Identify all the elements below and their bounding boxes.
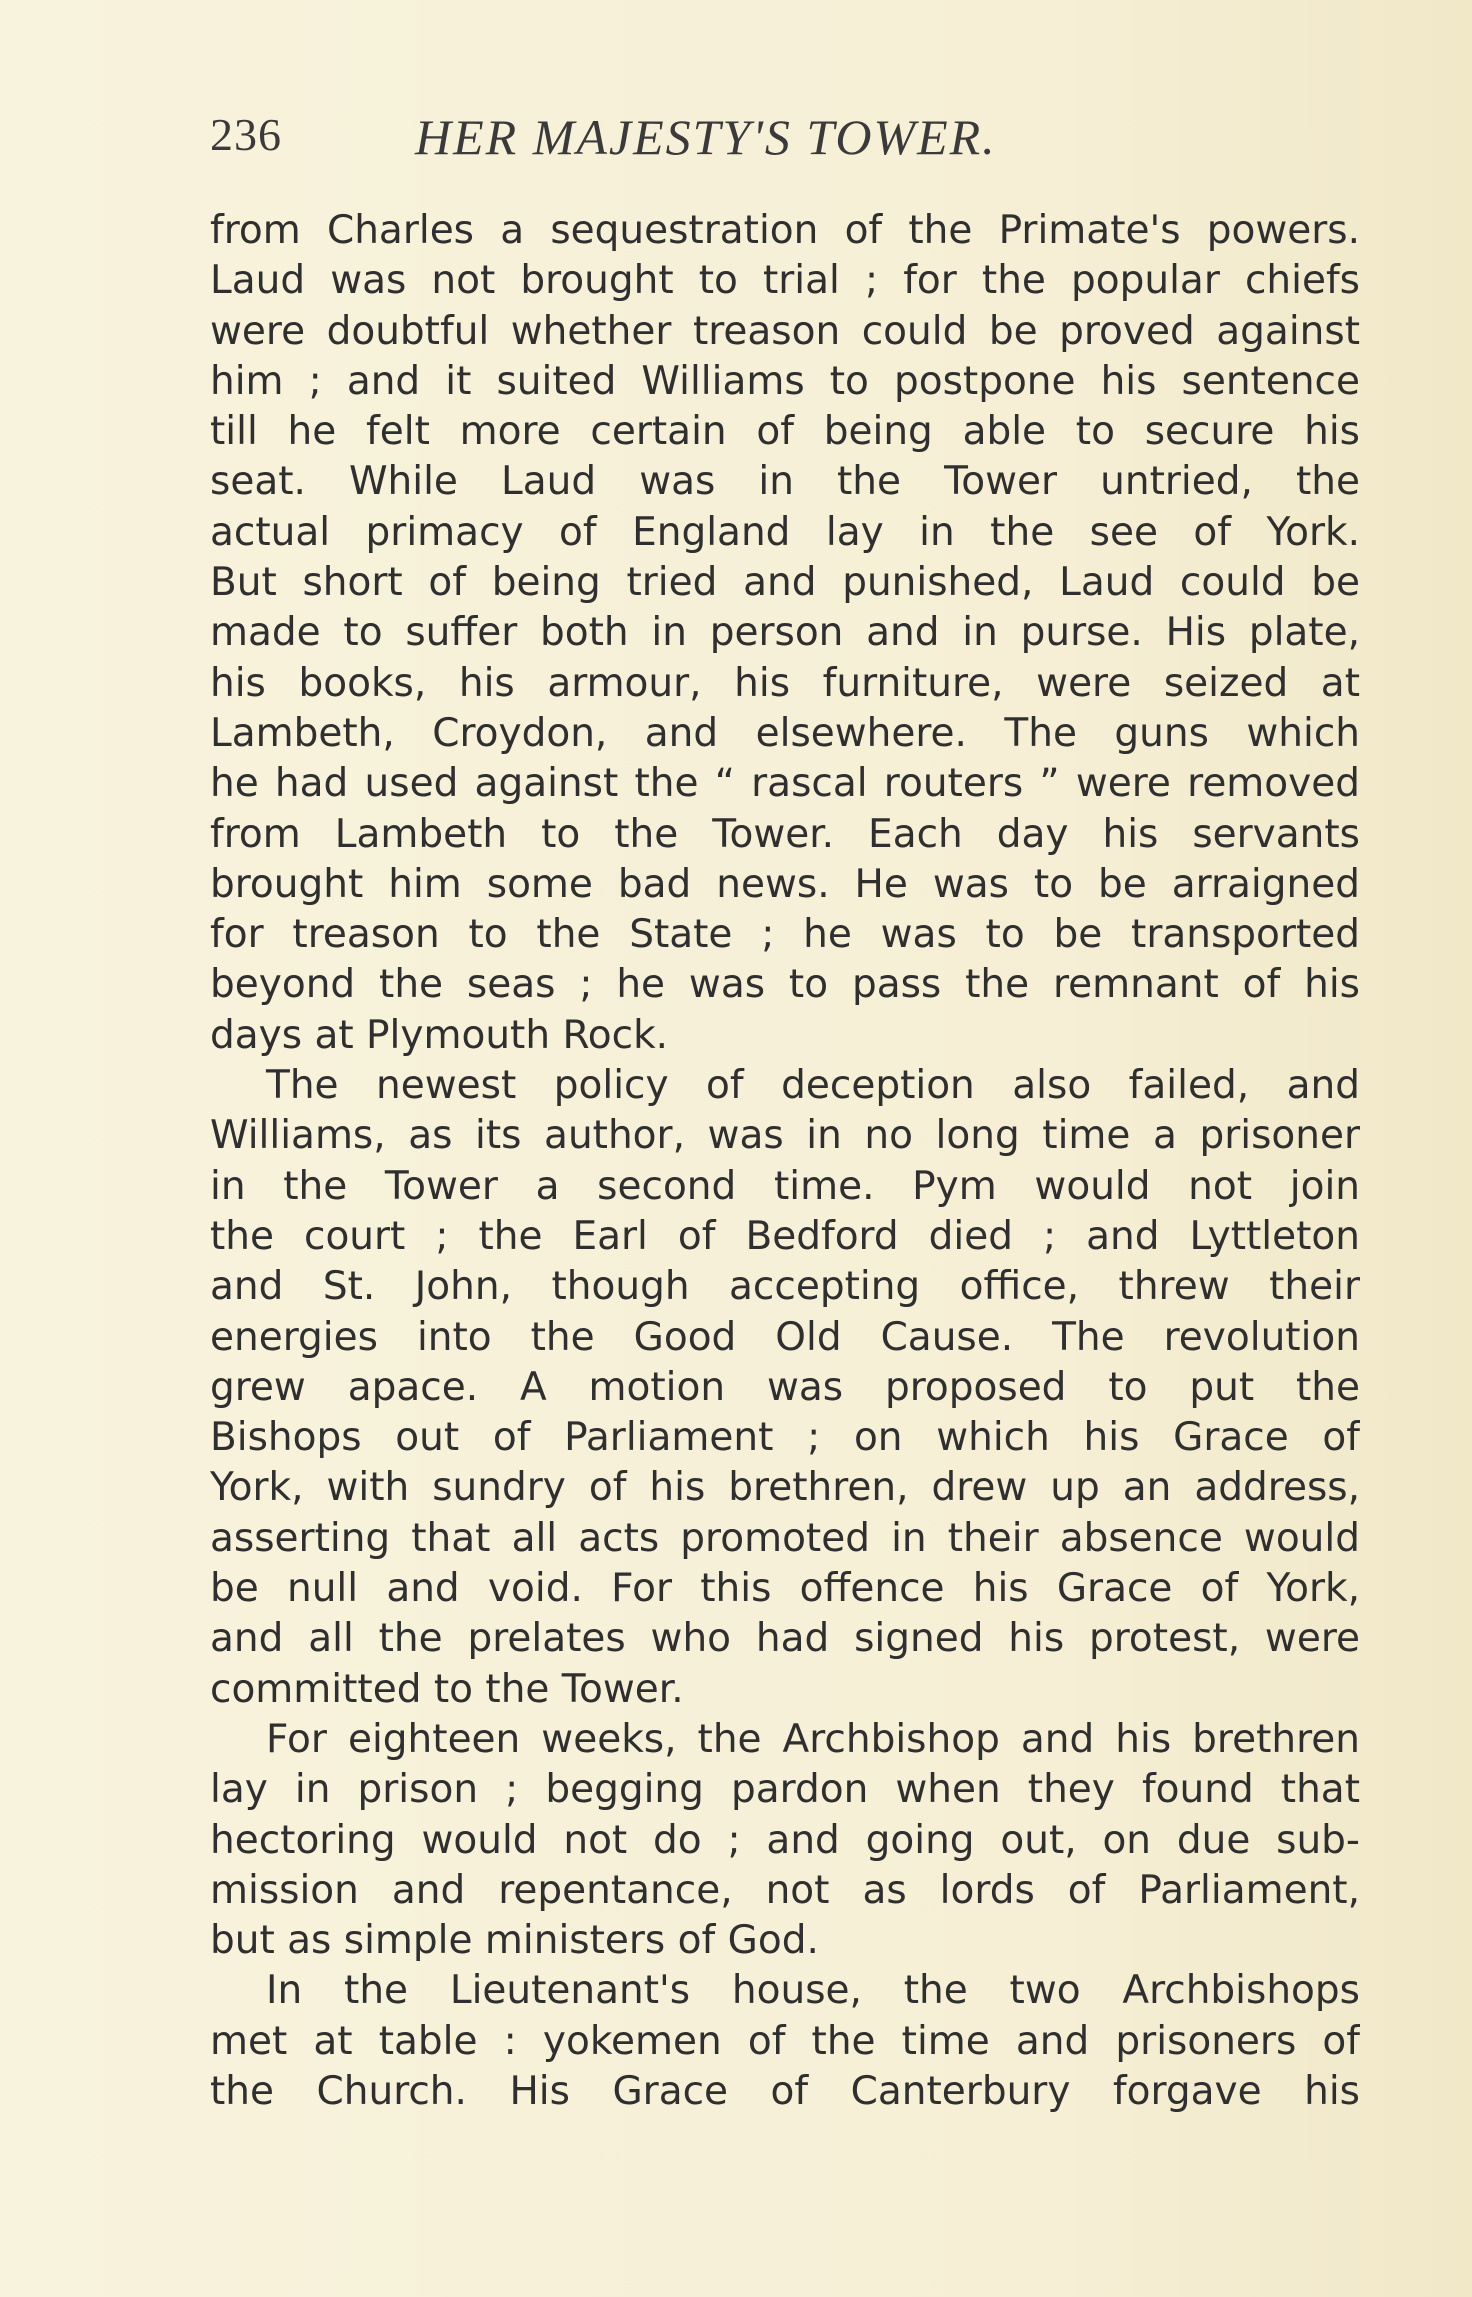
text-line: seat. While Laud was in the Tower untried, the <box>210 459 1360 505</box>
text-line: from Charles a sequestration of the Primate's powers. <box>210 208 1360 253</box>
text-line: met at table : yokemen of the time and prisoners of <box>210 2018 1360 2064</box>
text-line: and St. John, though accepting office, threw their <box>210 1264 1360 1310</box>
text-line: asserting that all acts promoted in their absence would <box>210 1515 1360 1561</box>
body-text <box>210 206 1360 2117</box>
paragraph-3 <box>210 1715 1360 1966</box>
text-line: days at Plymouth Rock. <box>210 1012 669 1058</box>
text-line: energies into the Good Old Cause. The revolution <box>210 1314 1360 1360</box>
text-line: were doubtful whether treason could be proved against <box>210 308 1360 354</box>
text-line: and all the prelates who had signed his protest, were <box>210 1616 1360 1662</box>
text-line: his books, his armour, his furniture, were seized at <box>210 660 1360 706</box>
text-line: he had used against the “ rascal routers ” were removed <box>210 761 1360 807</box>
text-line: York, with sundry of his brethren, drew up an address, <box>210 1465 1360 1511</box>
text-line: For eighteen weeks, the Archbishop and his brethren <box>266 1716 1360 1762</box>
text-line: but as simple ministers of God. <box>210 1918 819 1964</box>
text-line: mission and repentance, not as lords of Parliament, <box>210 1867 1360 1913</box>
paragraph-2 <box>210 1061 1360 1715</box>
text-line: Williams, as its author, was in no long time a prisoner <box>210 1113 1360 1159</box>
page-number: 236 <box>210 109 282 160</box>
text-line: brought him some bad news. He was to be arraigned <box>210 861 1360 907</box>
text-line: be null and void. For this offence his Grace of York, <box>210 1566 1360 1612</box>
text-line: for treason to the State ; he was to be transported <box>210 912 1360 958</box>
text-line: actual primacy of England lay in the see of York. <box>210 509 1360 555</box>
text-line: In the Lieutenant's house, the two Archbishops <box>266 1968 1360 2014</box>
text-line: lay in prison ; begging pardon when they found that <box>210 1767 1360 1813</box>
text-line: till he felt more certain of being able to secure his <box>210 409 1360 455</box>
paragraph-4 <box>210 1966 1360 2117</box>
text-line: The newest policy of deception also failed, and <box>266 1063 1360 1109</box>
text-line: the Church. His Grace of Canterbury forgave his <box>210 2068 1360 2114</box>
text-line: grew apace. A motion was proposed to put the <box>210 1364 1360 1410</box>
text-line: committed to the Tower. <box>210 1666 684 1712</box>
text-line: the court ; the Earl of Bedford died ; and Lyttleton <box>210 1213 1360 1259</box>
running-title: HER MAJESTY'S TOWER. <box>415 109 997 165</box>
text-line: in the Tower a second time. Pym would not join <box>210 1163 1360 1209</box>
running-head <box>210 108 1360 178</box>
text-line: beyond the seas ; he was to pass the remnant of his <box>210 962 1360 1008</box>
text-line: Bishops out of Parliament ; on which his Grace of <box>210 1415 1360 1461</box>
text-line: But short of being tried and punished, Laud could be <box>210 560 1360 606</box>
text-line: made to suffer both in person and in purse. His plate, <box>210 610 1360 656</box>
text-line: Laud was not brought to trial ; for the popular chiefs <box>210 258 1360 304</box>
text-line: Lambeth, Croydon, and elsewhere. The guns which <box>210 710 1360 756</box>
text-line: hectoring would not do ; and going out, on due sub- <box>210 1817 1360 1863</box>
paragraph-1 <box>210 206 1360 1061</box>
text-line: him ; and it suited Williams to postpone his sentence <box>210 358 1360 404</box>
text-line: from Lambeth to the Tower. Each day his servants <box>210 811 1360 857</box>
